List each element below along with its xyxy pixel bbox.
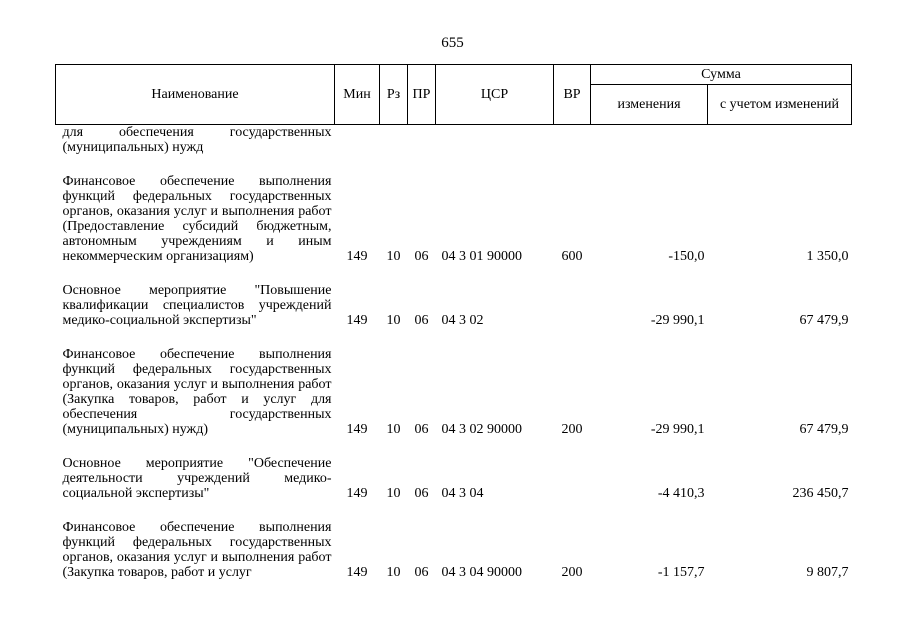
- row-total: 9 807,7: [806, 565, 849, 580]
- row-csr: 04 3 04: [441, 486, 484, 501]
- row-pr: 06: [414, 249, 429, 264]
- row-total: 1 350,0: [806, 249, 849, 264]
- row-rz: 10: [386, 249, 401, 264]
- row-name: для обеспечения государственных (муниципальных) нужд: [62, 125, 332, 155]
- header-rz: Рз: [380, 65, 408, 125]
- table-row: [56, 174, 852, 264]
- row-min: 149: [346, 422, 368, 437]
- row-csr: 04 3 01 90000: [441, 249, 522, 264]
- row-change: -1 157,7: [657, 565, 705, 580]
- table-row: [56, 520, 852, 580]
- header-min: Мин: [335, 65, 380, 125]
- row-spacer: [56, 155, 852, 174]
- table-row: [56, 347, 852, 437]
- row-spacer-cell: [56, 328, 852, 347]
- table-row: [56, 125, 852, 156]
- row-vr: [554, 125, 591, 156]
- row-rz: 10: [386, 565, 401, 580]
- row-pr: 06: [414, 486, 429, 501]
- row-pr: 06: [414, 565, 429, 580]
- row-change: -29 990,1: [650, 313, 705, 328]
- row-spacer: [56, 501, 852, 520]
- row-change: -150,0: [668, 249, 705, 264]
- row-rz: 10: [386, 422, 401, 437]
- header-name: Наименование: [56, 65, 335, 125]
- row-name: Финансовое обеспечение выполнения функций федеральных государственных органов, оказания услуг и выполнения работ (Предоставление субсидий бюджетным, автономным учреждениям и иным некоммерческим организациям): [62, 174, 332, 264]
- header-pr: ПР: [408, 65, 436, 125]
- row-spacer: [56, 328, 852, 347]
- header-change: изменения: [591, 85, 708, 125]
- row-name: Финансовое обеспечение выполнения функций федеральных государственных органов, оказания услуг и выполнения работ (Закупка товаров, работ и услуг: [62, 520, 332, 580]
- row-spacer-cell: [56, 155, 852, 174]
- row-min: 149: [346, 249, 368, 264]
- header-with-change: с учетом изменений: [708, 85, 852, 125]
- header-vr: ВР: [554, 65, 591, 125]
- budget-table: [55, 64, 852, 580]
- row-total: 67 479,9: [799, 313, 849, 328]
- table-header: [56, 65, 852, 125]
- row-spacer-cell: [56, 437, 852, 456]
- row-spacer-cell: [56, 264, 852, 283]
- row-rz: [380, 125, 408, 156]
- row-total: 67 479,9: [799, 422, 849, 437]
- page-number: 655: [441, 35, 464, 51]
- row-name: Основное мероприятие "Обеспечение деятельности учреждений медико-социальной экспертизы": [62, 456, 332, 501]
- row-total: 236 450,7: [792, 486, 849, 501]
- row-vr: 200: [561, 565, 583, 580]
- table-body: [56, 125, 852, 581]
- row-min: 149: [346, 313, 368, 328]
- row-total: [708, 125, 852, 156]
- row-pr: 06: [414, 422, 429, 437]
- row-spacer-cell: [56, 501, 852, 520]
- row-spacer: [56, 264, 852, 283]
- row-change: -4 410,3: [657, 486, 705, 501]
- table-row: [56, 283, 852, 328]
- header-sum: Сумма: [591, 65, 852, 85]
- row-csr: 04 3 04 90000: [441, 565, 522, 580]
- row-rz: 10: [386, 486, 401, 501]
- row-csr: [436, 125, 554, 156]
- row-spacer: [56, 437, 852, 456]
- row-name: Основное мероприятие "Повышение квалификации специалистов учреждений медико-социальной экспертизы": [62, 283, 332, 328]
- row-name: Финансовое обеспечение выполнения функций федеральных государственных органов, оказания услуг и выполнения работ (Закупка товаров, работ и услуг для обеспечения государственных (муниципальных) нужд): [62, 347, 332, 437]
- row-csr: 04 3 02 90000: [441, 422, 522, 437]
- row-vr: [554, 456, 591, 501]
- row-change: [591, 125, 708, 156]
- table-row: [56, 456, 852, 501]
- row-min: [335, 125, 380, 156]
- row-vr: [554, 283, 591, 328]
- header-csr: ЦСР: [436, 65, 554, 125]
- row-vr: 200: [561, 422, 583, 437]
- row-pr: [408, 125, 436, 156]
- row-pr: 06: [414, 313, 429, 328]
- row-rz: 10: [386, 313, 401, 328]
- row-min: 149: [346, 486, 368, 501]
- row-csr: 04 3 02: [441, 313, 484, 328]
- row-vr: 600: [561, 249, 583, 264]
- row-min: 149: [346, 565, 368, 580]
- row-change: -29 990,1: [650, 422, 705, 437]
